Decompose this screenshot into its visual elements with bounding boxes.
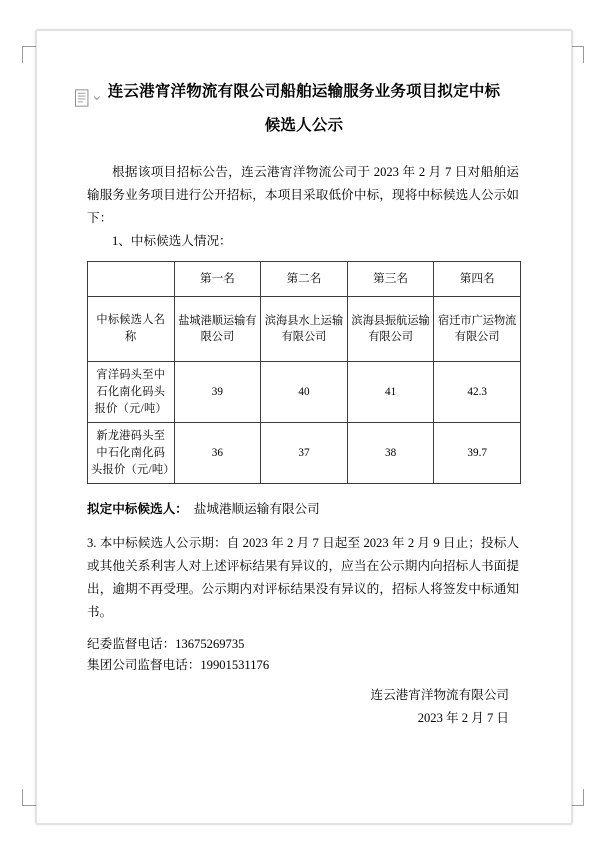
- bid-table-wrapper: [37, 253, 571, 484]
- table-col-header-1: 第一名: [174, 262, 261, 297]
- cell-r0-c1: 滨海县水上运输有限公司: [261, 297, 348, 362]
- winner-value: 盐城港顺运输有限公司: [193, 502, 320, 516]
- cell-r2-c3: 39.7: [434, 423, 521, 484]
- table-row: [88, 423, 521, 484]
- table-row: [88, 297, 521, 362]
- table-body: [88, 297, 521, 484]
- table-header-row: [88, 262, 521, 297]
- signature-block: [37, 676, 571, 730]
- table-header: [88, 262, 521, 297]
- table-corner-cell: [88, 262, 175, 297]
- section3-paragraph: 3. 本中标候选人公示期：自 2023 年 2 月 7 日起至 2023 年 2 月 9 日止；投标人或其他关系利害人对上述评标结果有异议的，应当在公示期内向招标人书面提出，逾期不再受理。公示期内对评标结果没有异议的，招标人将签发中标通知书。: [87, 536, 519, 619]
- row-label-price-xinlong: 新龙港码头至中石化南化码头报价（元/吨）: [88, 423, 175, 484]
- phone-group: 集团公司监督电话：19901531176: [87, 658, 270, 672]
- page-title-line2: 候选人公示: [264, 117, 344, 134]
- signer-name: 连云港宵洋物流有限公司: [370, 688, 509, 702]
- cell-r0-c3: 宿迁市广运物流有限公司: [434, 297, 521, 362]
- page-title-line1: 连云港宵洋物流有限公司船舶运输服务业务项目拟定中标: [107, 83, 501, 100]
- page-title: [37, 31, 571, 143]
- cell-r1-c2: 41: [347, 362, 434, 423]
- cell-r1-c1: 40: [261, 362, 348, 423]
- cell-r2-c0: 36: [174, 423, 261, 484]
- cell-r1-c3: 42.3: [434, 362, 521, 423]
- document-page: [36, 30, 572, 824]
- cell-r0-c2: 滨海县振航运输有限公司: [347, 297, 434, 362]
- winner-line: [37, 484, 571, 520]
- contact-phones: [37, 624, 571, 676]
- section1-heading: 1、中标候选人情况：: [112, 234, 232, 248]
- cell-r2-c1: 37: [261, 423, 348, 484]
- cell-r2-c2: 38: [347, 423, 434, 484]
- sign-date: 2023 年 2 月 7 日: [417, 711, 509, 725]
- table-row: [88, 362, 521, 423]
- table-col-header-2: 第二名: [261, 262, 348, 297]
- row-label-candidate-name: 中标候选人名称: [88, 297, 175, 362]
- cell-r0-c0: 盐城港顺运输有限公司: [174, 297, 261, 362]
- intro-paragraph: 根据该项目招标公告，连云港宵洋物流公司于 2023 年 2 月 7 日对船舶运输服务业务项目进行公开招标，本项目采取低价中标，现将中标候选人公示如下：: [87, 165, 519, 225]
- table-col-header-3: 第三名: [347, 262, 434, 297]
- winner-label: 拟定中标候选人：: [87, 502, 188, 516]
- row-label-price-xiaoyang: 宵洋码头至中石化南化码头报价（元/吨）: [88, 362, 175, 423]
- table-col-header-4: 第四名: [434, 262, 521, 297]
- cell-r1-c0: 39: [174, 362, 261, 423]
- bid-candidates-table: [87, 261, 521, 484]
- phone-discipline: 纪委监督电话：13675269735: [87, 637, 245, 651]
